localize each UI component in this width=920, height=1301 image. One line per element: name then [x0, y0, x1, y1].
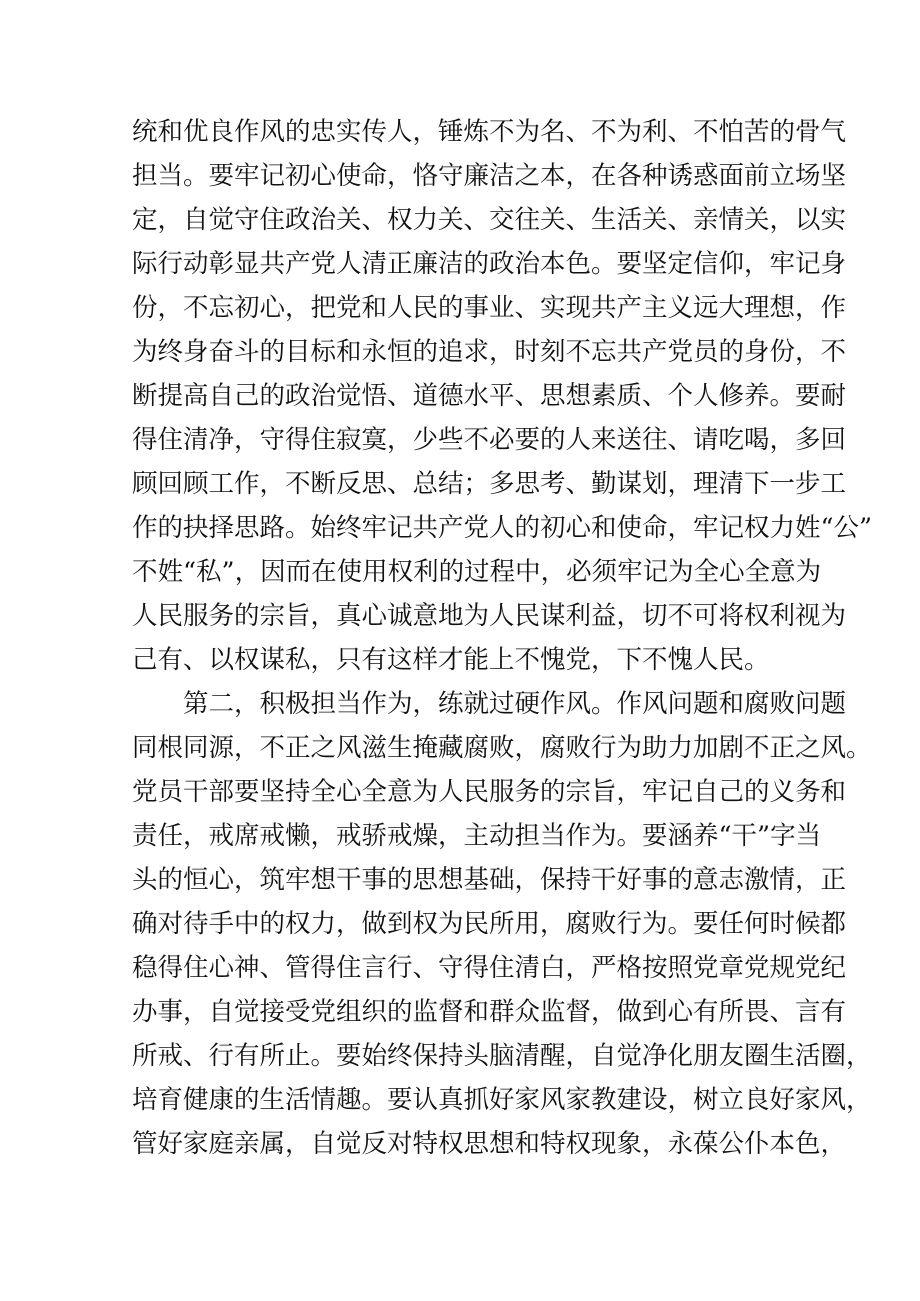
text-line: 头的恒心，筑牢想干事的思想基础，保持干好事的意志激情，正	[132, 865, 847, 895]
text-line: 确对待手中的权力，做到权为民所用，腐败行为。要任何时候都	[132, 909, 847, 939]
text-line: 培育健康的生活情趣。要认真抓好家风家教建设，树立良好家风，	[132, 1085, 872, 1115]
text-line: 同根同源，不正之风滋生掩藏腐败，腐败行为助力加剧不正之风。	[132, 733, 872, 763]
paragraph-second-point	[132, 682, 872, 1166]
text-line: 稳得住心神、管得住言行、守得住清白，严格按照党章党规党纪	[132, 953, 847, 983]
text-line: 顾回顾工作，不断反思、总结；多思考、勤谋划，理清下一步工	[132, 469, 847, 499]
text-line: 统和优良作风的忠实传人，锤炼不为名、不为利、不怕苦的骨气	[132, 117, 847, 147]
text-line: 不姓“私”，因而在使用权利的过程中，必须牢记为全心全意为	[132, 557, 822, 587]
text-line: 管好家庭亲属，自觉反对特权思想和特权现象，永葆公仆本色，	[132, 1129, 847, 1159]
text-line: 党员干部要坚持全心全意为人民服务的宗旨，牢记自己的义务和	[132, 777, 847, 807]
text-line: 得住清净，守得住寂寞，少些不必要的人来送往、请吃喝，多回	[132, 425, 847, 455]
text-line: 份，不忘初心，把党和人民的事业、实现共产主义远大理想，作	[132, 293, 847, 323]
text-line: 所戒、行有所止。要始终保持头脑清醒，自觉净化朋友圈生活圈，	[132, 1041, 872, 1071]
text-line: 定，自觉守住政治关、权力关、交往关、生活关、亲情关，以实	[132, 205, 847, 235]
text-line: 责任，戒席戒懒，戒骄戒燥，主动担当作为。要涵养“干”字当	[132, 821, 822, 851]
text-line: 人民服务的宗旨，真心诚意地为人民谋利益，切不可将权利视为	[132, 601, 847, 631]
text-line: 担当。要牢记初心使命，恪守廉洁之本，在各种诱惑面前立场坚	[132, 161, 847, 191]
text-line: 己有、以权谋私，只有这样才能上不愧党，下不愧人民。	[132, 645, 770, 675]
text-line: 办事，自觉接受党组织的监督和群众监督，做到心有所畏、言有	[132, 997, 847, 1027]
text-line: 第二，积极担当作为，练就过硬作风。作风问题和腐败问题	[183, 689, 847, 719]
paragraph-continued	[132, 110, 873, 682]
text-line: 断提高自己的政治觉悟、道德水平、思想素质、个人修养。要耐	[132, 381, 847, 411]
body-text	[132, 110, 873, 1166]
text-line: 为终身奋斗的目标和永恒的追求，时刻不忘共产党员的身份，不	[132, 337, 847, 367]
text-line: 际行动彰显共产党人清正廉洁的政治本色。要坚定信仰，牢记身	[132, 249, 847, 279]
text-line: 作的抉择思路。始终牢记共产党人的初心和使命，牢记权力姓“公”	[132, 513, 873, 543]
